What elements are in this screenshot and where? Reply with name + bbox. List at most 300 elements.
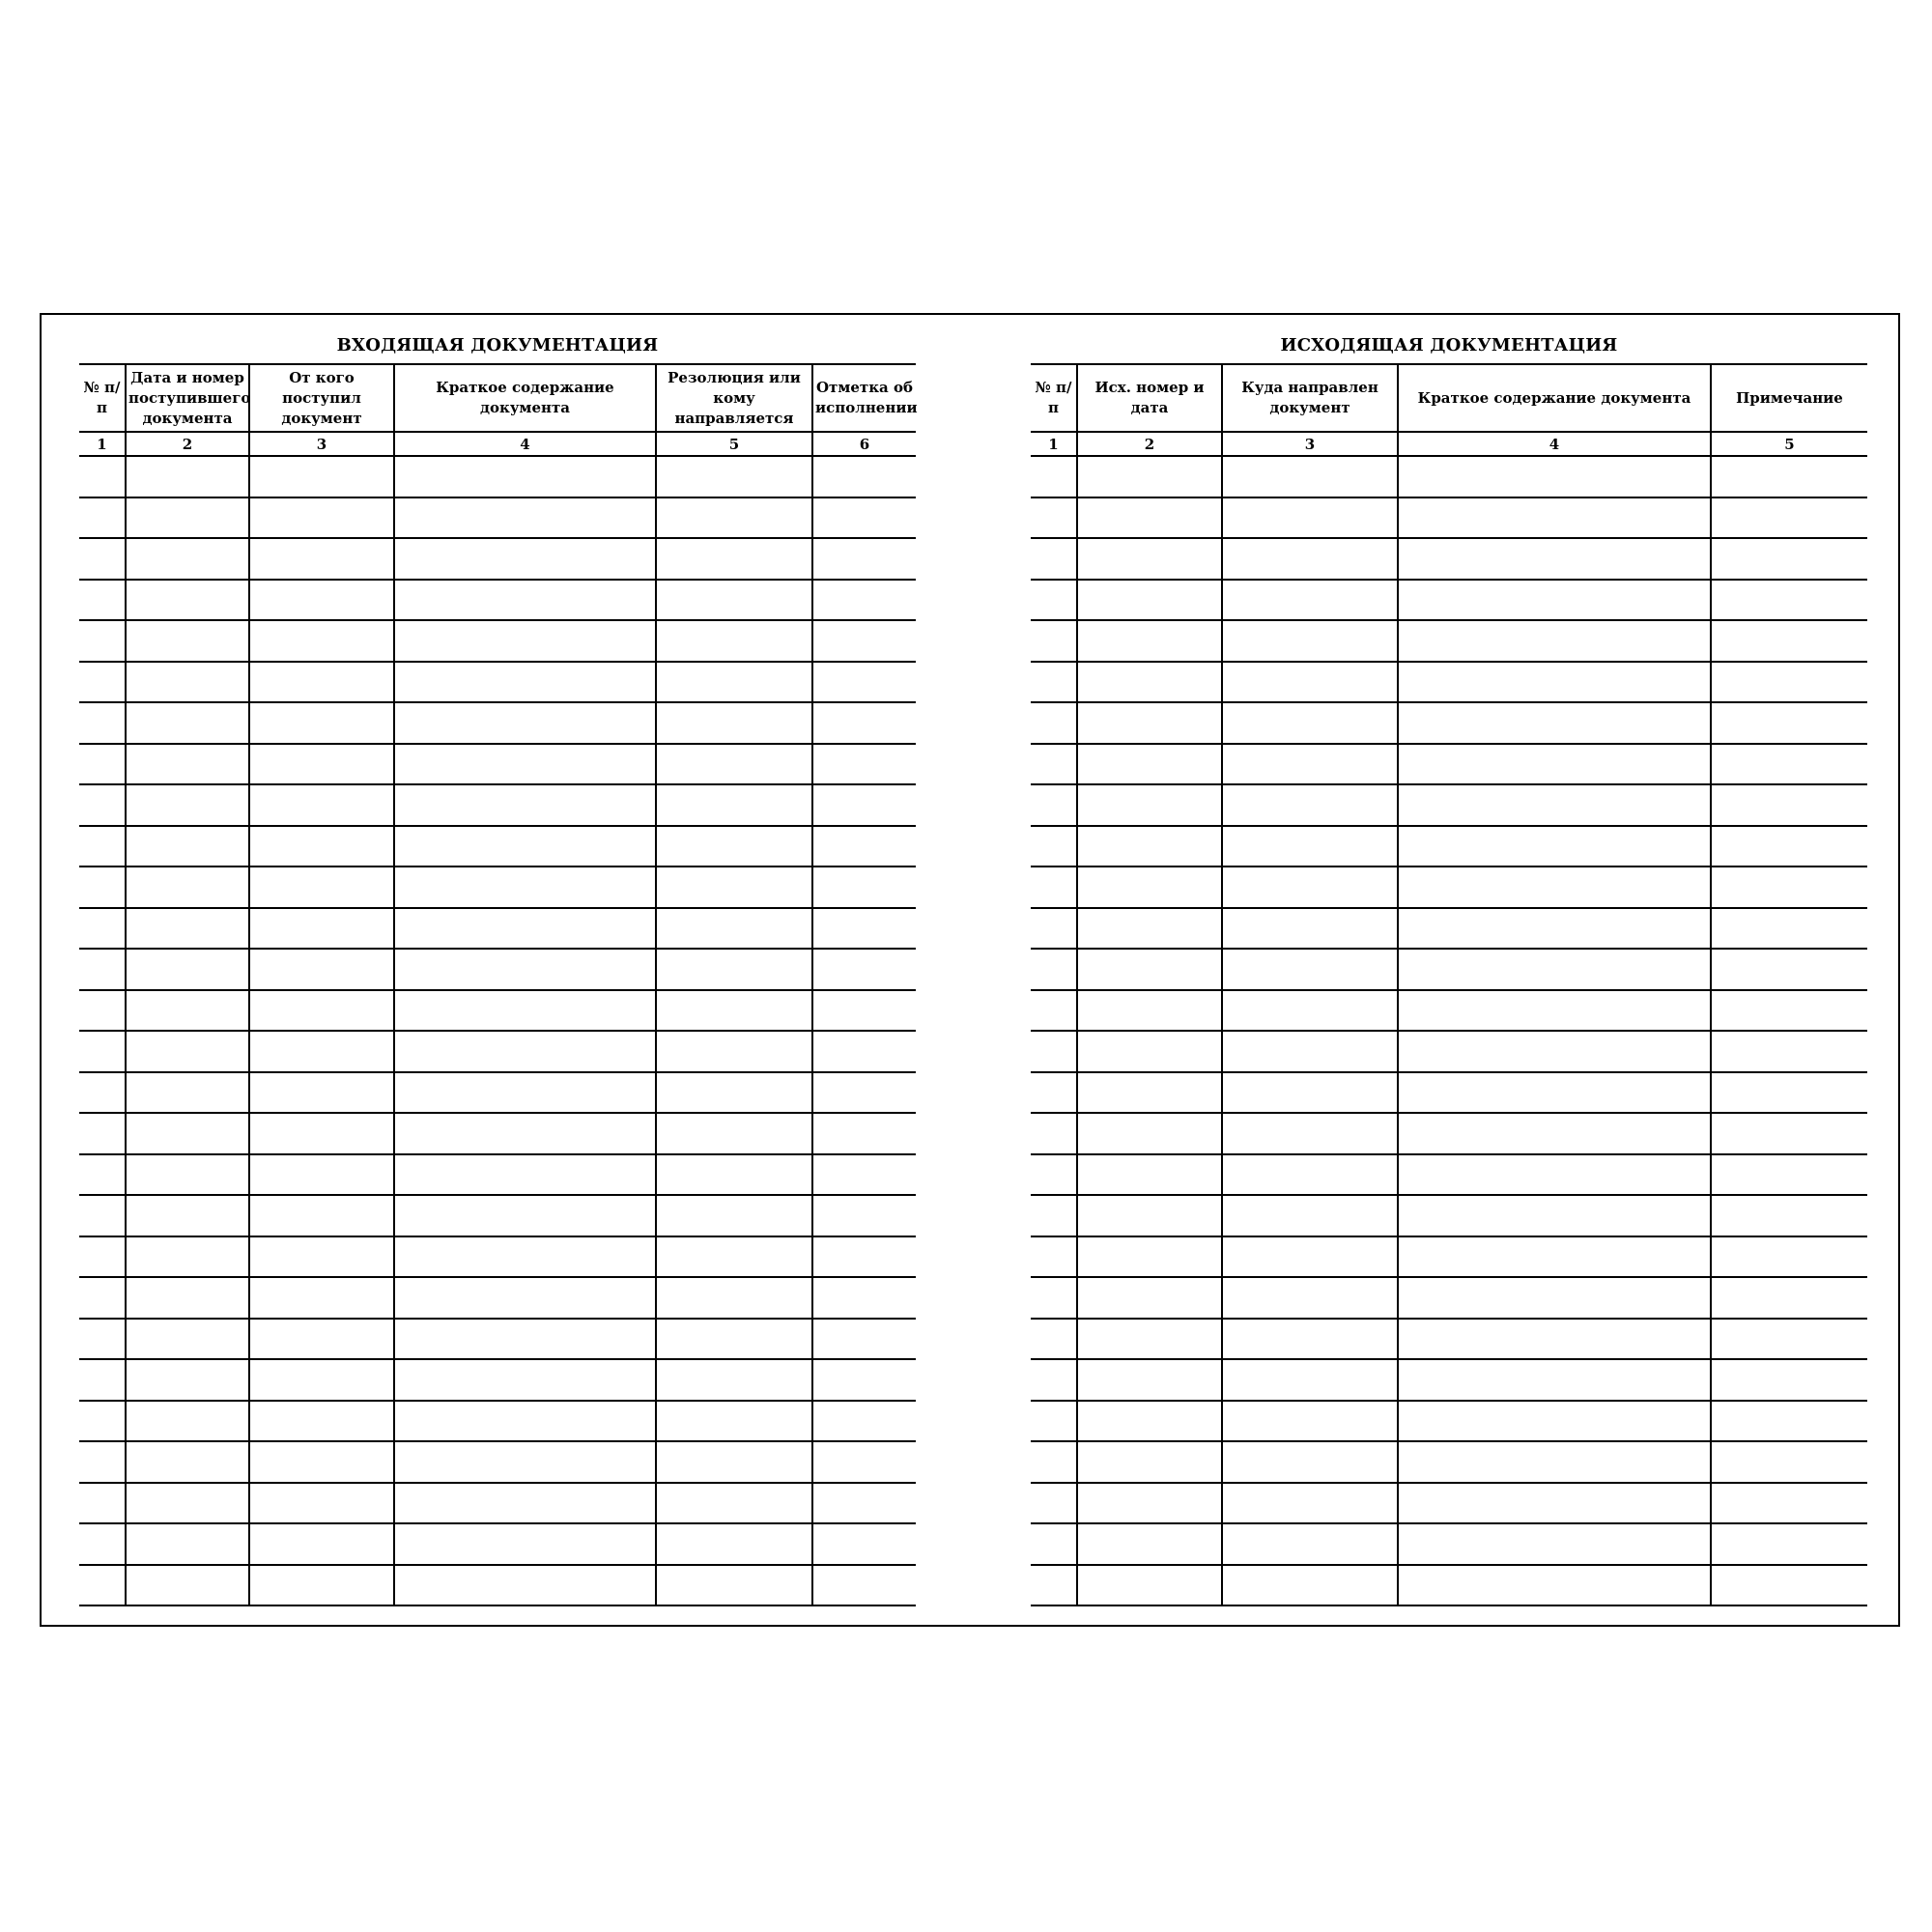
- incoming-table-cell[interactable]: [249, 662, 394, 703]
- outgoing-table-cell[interactable]: [1077, 1401, 1222, 1442]
- outgoing-table-cell[interactable]: [1398, 1031, 1711, 1072]
- outgoing-table-cell[interactable]: [1077, 1154, 1222, 1196]
- incoming-table-cell[interactable]: [812, 784, 916, 826]
- incoming-table-cell[interactable]: [394, 1441, 656, 1483]
- incoming-table-cell[interactable]: [249, 1195, 394, 1236]
- incoming-table-cell[interactable]: [812, 744, 916, 785]
- incoming-table-cell[interactable]: [394, 620, 656, 662]
- incoming-table-cell[interactable]: [656, 1359, 812, 1401]
- incoming-table-cell[interactable]: [249, 1277, 394, 1319]
- incoming-table-cell[interactable]: [249, 497, 394, 539]
- incoming-table-cell[interactable]: [812, 1031, 916, 1072]
- outgoing-table-cell[interactable]: [1222, 538, 1398, 580]
- incoming-table-cell[interactable]: [249, 826, 394, 867]
- incoming-table-cell[interactable]: [394, 1359, 656, 1401]
- incoming-table-cell[interactable]: [656, 949, 812, 990]
- incoming-table-cell[interactable]: [394, 1113, 656, 1154]
- incoming-table-cell[interactable]: [656, 1441, 812, 1483]
- incoming-table-cell[interactable]: [656, 1236, 812, 1278]
- incoming-table-cell[interactable]: [126, 580, 249, 621]
- outgoing-table-cell[interactable]: [1711, 990, 1867, 1032]
- outgoing-table-cell[interactable]: [1077, 1359, 1222, 1401]
- incoming-table-cell[interactable]: [812, 949, 916, 990]
- incoming-table-cell[interactable]: [394, 1277, 656, 1319]
- outgoing-table-cell[interactable]: [1222, 456, 1398, 497]
- incoming-table-cell[interactable]: [656, 456, 812, 497]
- outgoing-table-cell[interactable]: [1711, 1523, 1867, 1565]
- incoming-table-cell[interactable]: [249, 1441, 394, 1483]
- outgoing-table-cell[interactable]: [1031, 826, 1077, 867]
- outgoing-table-cell[interactable]: [1077, 744, 1222, 785]
- incoming-table-cell[interactable]: [126, 1319, 249, 1360]
- incoming-table-cell[interactable]: [656, 1031, 812, 1072]
- outgoing-table-cell[interactable]: [1222, 908, 1398, 950]
- incoming-table-cell[interactable]: [249, 1113, 394, 1154]
- incoming-table-cell[interactable]: [394, 497, 656, 539]
- outgoing-table-cell[interactable]: [1031, 620, 1077, 662]
- incoming-table-cell[interactable]: [249, 456, 394, 497]
- incoming-table-cell[interactable]: [126, 1359, 249, 1401]
- outgoing-table-cell[interactable]: [1398, 949, 1711, 990]
- outgoing-table-cell[interactable]: [1711, 949, 1867, 990]
- incoming-table-cell[interactable]: [394, 1236, 656, 1278]
- incoming-table-cell[interactable]: [249, 1401, 394, 1442]
- incoming-table-cell[interactable]: [79, 908, 126, 950]
- incoming-table-cell[interactable]: [394, 580, 656, 621]
- outgoing-table-cell[interactable]: [1398, 744, 1711, 785]
- incoming-table-cell[interactable]: [79, 1195, 126, 1236]
- outgoing-table-cell[interactable]: [1222, 1523, 1398, 1565]
- outgoing-table-cell[interactable]: [1398, 1441, 1711, 1483]
- incoming-table-cell[interactable]: [812, 1113, 916, 1154]
- outgoing-table-cell[interactable]: [1077, 1072, 1222, 1114]
- incoming-table-cell[interactable]: [79, 990, 126, 1032]
- outgoing-table-cell[interactable]: [1077, 990, 1222, 1032]
- outgoing-table-cell[interactable]: [1711, 702, 1867, 744]
- incoming-table-cell[interactable]: [656, 1319, 812, 1360]
- incoming-table-cell[interactable]: [812, 1483, 916, 1524]
- outgoing-table-cell[interactable]: [1031, 1277, 1077, 1319]
- incoming-table-cell[interactable]: [249, 1483, 394, 1524]
- incoming-table-cell[interactable]: [812, 1195, 916, 1236]
- outgoing-table-cell[interactable]: [1077, 1565, 1222, 1606]
- outgoing-table-cell[interactable]: [1077, 1483, 1222, 1524]
- outgoing-table-cell[interactable]: [1398, 1195, 1711, 1236]
- incoming-table-cell[interactable]: [249, 1565, 394, 1606]
- incoming-table-cell[interactable]: [126, 702, 249, 744]
- incoming-table-cell[interactable]: [812, 662, 916, 703]
- incoming-table-cell[interactable]: [79, 1031, 126, 1072]
- incoming-table-cell[interactable]: [656, 580, 812, 621]
- incoming-table-cell[interactable]: [394, 908, 656, 950]
- incoming-table-cell[interactable]: [394, 456, 656, 497]
- incoming-table-cell[interactable]: [126, 538, 249, 580]
- incoming-table-cell[interactable]: [394, 867, 656, 908]
- incoming-table-cell[interactable]: [656, 1483, 812, 1524]
- incoming-table-cell[interactable]: [126, 1031, 249, 1072]
- incoming-table-cell[interactable]: [656, 826, 812, 867]
- incoming-table-cell[interactable]: [812, 580, 916, 621]
- incoming-table-cell[interactable]: [79, 580, 126, 621]
- outgoing-table-cell[interactable]: [1031, 990, 1077, 1032]
- outgoing-table-cell[interactable]: [1398, 826, 1711, 867]
- outgoing-table-cell[interactable]: [1222, 1154, 1398, 1196]
- outgoing-table-cell[interactable]: [1031, 908, 1077, 950]
- outgoing-table-cell[interactable]: [1222, 1113, 1398, 1154]
- incoming-table-cell[interactable]: [812, 867, 916, 908]
- outgoing-table-cell[interactable]: [1711, 826, 1867, 867]
- incoming-table-cell[interactable]: [249, 1072, 394, 1114]
- incoming-table-cell[interactable]: [126, 497, 249, 539]
- incoming-table-cell[interactable]: [394, 702, 656, 744]
- outgoing-table-cell[interactable]: [1031, 662, 1077, 703]
- incoming-table-cell[interactable]: [656, 1072, 812, 1114]
- outgoing-table-cell[interactable]: [1398, 580, 1711, 621]
- incoming-table-cell[interactable]: [79, 1483, 126, 1524]
- incoming-table-cell[interactable]: [812, 1565, 916, 1606]
- incoming-table-cell[interactable]: [79, 744, 126, 785]
- incoming-table-cell[interactable]: [812, 1441, 916, 1483]
- outgoing-table-cell[interactable]: [1222, 1441, 1398, 1483]
- incoming-table-cell[interactable]: [394, 662, 656, 703]
- outgoing-table-cell[interactable]: [1031, 1113, 1077, 1154]
- incoming-table-cell[interactable]: [126, 662, 249, 703]
- outgoing-table-cell[interactable]: [1398, 456, 1711, 497]
- incoming-table-cell[interactable]: [249, 990, 394, 1032]
- outgoing-table-cell[interactable]: [1398, 497, 1711, 539]
- incoming-table-cell[interactable]: [812, 990, 916, 1032]
- incoming-table-cell[interactable]: [126, 1523, 249, 1565]
- outgoing-table-cell[interactable]: [1031, 497, 1077, 539]
- incoming-table-cell[interactable]: [394, 990, 656, 1032]
- incoming-table-cell[interactable]: [812, 1523, 916, 1565]
- outgoing-table-cell[interactable]: [1222, 990, 1398, 1032]
- outgoing-table-cell[interactable]: [1031, 1154, 1077, 1196]
- incoming-table-cell[interactable]: [79, 1319, 126, 1360]
- outgoing-table-cell[interactable]: [1031, 1195, 1077, 1236]
- incoming-table-cell[interactable]: [249, 1359, 394, 1401]
- incoming-table-cell[interactable]: [656, 1565, 812, 1606]
- outgoing-table-cell[interactable]: [1711, 908, 1867, 950]
- incoming-table-cell[interactable]: [656, 538, 812, 580]
- outgoing-table-cell[interactable]: [1222, 580, 1398, 621]
- outgoing-table-cell[interactable]: [1077, 826, 1222, 867]
- incoming-table-cell[interactable]: [394, 949, 656, 990]
- outgoing-table-cell[interactable]: [1222, 1277, 1398, 1319]
- incoming-table-cell[interactable]: [812, 826, 916, 867]
- outgoing-table-cell[interactable]: [1222, 1031, 1398, 1072]
- incoming-table-cell[interactable]: [79, 538, 126, 580]
- outgoing-table-cell[interactable]: [1077, 497, 1222, 539]
- outgoing-table-cell[interactable]: [1711, 744, 1867, 785]
- outgoing-table-cell[interactable]: [1398, 620, 1711, 662]
- incoming-table-cell[interactable]: [126, 620, 249, 662]
- incoming-table-cell[interactable]: [394, 784, 656, 826]
- outgoing-table-cell[interactable]: [1711, 497, 1867, 539]
- incoming-table-cell[interactable]: [394, 826, 656, 867]
- incoming-table-cell[interactable]: [249, 784, 394, 826]
- incoming-table-cell[interactable]: [249, 702, 394, 744]
- outgoing-table-cell[interactable]: [1222, 620, 1398, 662]
- incoming-table-cell[interactable]: [79, 1565, 126, 1606]
- outgoing-table-cell[interactable]: [1031, 1441, 1077, 1483]
- incoming-table-cell[interactable]: [79, 1236, 126, 1278]
- outgoing-table-cell[interactable]: [1711, 456, 1867, 497]
- incoming-table-cell[interactable]: [656, 497, 812, 539]
- incoming-table-cell[interactable]: [79, 826, 126, 867]
- incoming-table-cell[interactable]: [126, 1195, 249, 1236]
- outgoing-table-cell[interactable]: [1398, 1359, 1711, 1401]
- outgoing-table-cell[interactable]: [1222, 744, 1398, 785]
- outgoing-table-cell[interactable]: [1222, 1236, 1398, 1278]
- outgoing-table-cell[interactable]: [1711, 1154, 1867, 1196]
- outgoing-table-cell[interactable]: [1031, 538, 1077, 580]
- outgoing-table-cell[interactable]: [1222, 1319, 1398, 1360]
- outgoing-table-cell[interactable]: [1398, 867, 1711, 908]
- outgoing-table-cell[interactable]: [1077, 908, 1222, 950]
- incoming-table-cell[interactable]: [79, 867, 126, 908]
- incoming-table-cell[interactable]: [656, 1401, 812, 1442]
- outgoing-table-cell[interactable]: [1077, 702, 1222, 744]
- outgoing-table-cell[interactable]: [1077, 1277, 1222, 1319]
- incoming-table-cell[interactable]: [249, 1236, 394, 1278]
- outgoing-table-cell[interactable]: [1711, 620, 1867, 662]
- incoming-table-cell[interactable]: [656, 990, 812, 1032]
- incoming-table-cell[interactable]: [394, 1154, 656, 1196]
- incoming-table-cell[interactable]: [79, 1523, 126, 1565]
- outgoing-table-cell[interactable]: [1077, 580, 1222, 621]
- outgoing-table-cell[interactable]: [1398, 990, 1711, 1032]
- outgoing-table-cell[interactable]: [1398, 1319, 1711, 1360]
- outgoing-table-cell[interactable]: [1031, 784, 1077, 826]
- incoming-table-cell[interactable]: [812, 1236, 916, 1278]
- incoming-table-cell[interactable]: [79, 1401, 126, 1442]
- incoming-table-cell[interactable]: [126, 1565, 249, 1606]
- incoming-table-cell[interactable]: [394, 744, 656, 785]
- incoming-table-cell[interactable]: [79, 702, 126, 744]
- outgoing-table-cell[interactable]: [1077, 867, 1222, 908]
- incoming-table-cell[interactable]: [79, 1113, 126, 1154]
- incoming-table-cell[interactable]: [126, 1154, 249, 1196]
- incoming-table-cell[interactable]: [656, 867, 812, 908]
- incoming-table-cell[interactable]: [79, 1359, 126, 1401]
- incoming-table-cell[interactable]: [126, 1401, 249, 1442]
- outgoing-table-cell[interactable]: [1711, 1401, 1867, 1442]
- outgoing-table-cell[interactable]: [1398, 538, 1711, 580]
- incoming-table-cell[interactable]: [656, 1154, 812, 1196]
- incoming-table-cell[interactable]: [812, 1154, 916, 1196]
- incoming-table-cell[interactable]: [79, 1072, 126, 1114]
- incoming-table-cell[interactable]: [249, 580, 394, 621]
- incoming-table-cell[interactable]: [394, 1565, 656, 1606]
- outgoing-table-cell[interactable]: [1031, 949, 1077, 990]
- outgoing-table-cell[interactable]: [1711, 662, 1867, 703]
- incoming-table-cell[interactable]: [79, 1154, 126, 1196]
- outgoing-table-cell[interactable]: [1031, 702, 1077, 744]
- incoming-table-cell[interactable]: [394, 1031, 656, 1072]
- outgoing-table-cell[interactable]: [1398, 908, 1711, 950]
- outgoing-table-cell[interactable]: [1711, 1113, 1867, 1154]
- incoming-table-cell[interactable]: [126, 826, 249, 867]
- outgoing-table-cell[interactable]: [1711, 1236, 1867, 1278]
- outgoing-table-cell[interactable]: [1398, 1277, 1711, 1319]
- incoming-table-cell[interactable]: [126, 784, 249, 826]
- outgoing-table-cell[interactable]: [1711, 1195, 1867, 1236]
- outgoing-table-cell[interactable]: [1222, 949, 1398, 990]
- incoming-table-cell[interactable]: [812, 1319, 916, 1360]
- incoming-table-cell[interactable]: [249, 620, 394, 662]
- outgoing-table-cell[interactable]: [1711, 1565, 1867, 1606]
- outgoing-table-cell[interactable]: [1711, 1483, 1867, 1524]
- incoming-table-cell[interactable]: [656, 702, 812, 744]
- outgoing-table-cell[interactable]: [1077, 662, 1222, 703]
- outgoing-table-cell[interactable]: [1398, 1113, 1711, 1154]
- outgoing-table-cell[interactable]: [1222, 1565, 1398, 1606]
- incoming-table-cell[interactable]: [812, 702, 916, 744]
- outgoing-table-cell[interactable]: [1398, 1236, 1711, 1278]
- incoming-table-cell[interactable]: [812, 1072, 916, 1114]
- outgoing-table-cell[interactable]: [1398, 1072, 1711, 1114]
- outgoing-table-cell[interactable]: [1077, 949, 1222, 990]
- incoming-table-cell[interactable]: [249, 1319, 394, 1360]
- outgoing-table-cell[interactable]: [1031, 580, 1077, 621]
- outgoing-table-cell[interactable]: [1398, 1483, 1711, 1524]
- outgoing-table-cell[interactable]: [1077, 456, 1222, 497]
- incoming-table-cell[interactable]: [79, 949, 126, 990]
- incoming-table-cell[interactable]: [126, 1236, 249, 1278]
- incoming-table-cell[interactable]: [812, 620, 916, 662]
- incoming-table-cell[interactable]: [126, 867, 249, 908]
- incoming-table-cell[interactable]: [656, 620, 812, 662]
- incoming-table-cell[interactable]: [812, 497, 916, 539]
- incoming-table-cell[interactable]: [79, 497, 126, 539]
- incoming-table-cell[interactable]: [249, 1523, 394, 1565]
- outgoing-table-cell[interactable]: [1077, 1319, 1222, 1360]
- incoming-table-cell[interactable]: [656, 662, 812, 703]
- incoming-table-cell[interactable]: [812, 538, 916, 580]
- outgoing-table-cell[interactable]: [1222, 826, 1398, 867]
- outgoing-table-cell[interactable]: [1711, 784, 1867, 826]
- outgoing-table-cell[interactable]: [1711, 1277, 1867, 1319]
- outgoing-table-cell[interactable]: [1031, 1359, 1077, 1401]
- outgoing-table-cell[interactable]: [1077, 1441, 1222, 1483]
- incoming-table-cell[interactable]: [656, 908, 812, 950]
- outgoing-table-cell[interactable]: [1711, 1359, 1867, 1401]
- outgoing-table-cell[interactable]: [1711, 867, 1867, 908]
- incoming-table-cell[interactable]: [812, 456, 916, 497]
- outgoing-table-cell[interactable]: [1398, 702, 1711, 744]
- incoming-table-cell[interactable]: [126, 744, 249, 785]
- incoming-table-cell[interactable]: [249, 1031, 394, 1072]
- incoming-table-cell[interactable]: [79, 662, 126, 703]
- outgoing-table-cell[interactable]: [1222, 702, 1398, 744]
- outgoing-table-cell[interactable]: [1031, 1319, 1077, 1360]
- outgoing-table-cell[interactable]: [1711, 580, 1867, 621]
- outgoing-table-cell[interactable]: [1222, 662, 1398, 703]
- outgoing-table-cell[interactable]: [1398, 784, 1711, 826]
- outgoing-table-cell[interactable]: [1031, 1031, 1077, 1072]
- outgoing-table-cell[interactable]: [1077, 1113, 1222, 1154]
- outgoing-table-cell[interactable]: [1031, 1072, 1077, 1114]
- incoming-table-cell[interactable]: [126, 908, 249, 950]
- incoming-table-cell[interactable]: [394, 1523, 656, 1565]
- incoming-table-cell[interactable]: [249, 908, 394, 950]
- incoming-table-cell[interactable]: [394, 1195, 656, 1236]
- outgoing-table-cell[interactable]: [1077, 620, 1222, 662]
- incoming-table-cell[interactable]: [656, 1113, 812, 1154]
- incoming-table-cell[interactable]: [394, 1072, 656, 1114]
- outgoing-table-cell[interactable]: [1077, 538, 1222, 580]
- outgoing-table-cell[interactable]: [1222, 1401, 1398, 1442]
- incoming-table-cell[interactable]: [79, 784, 126, 826]
- incoming-table-cell[interactable]: [249, 867, 394, 908]
- incoming-table-cell[interactable]: [812, 908, 916, 950]
- incoming-table-cell[interactable]: [79, 1277, 126, 1319]
- outgoing-table-cell[interactable]: [1222, 497, 1398, 539]
- outgoing-table-cell[interactable]: [1222, 1483, 1398, 1524]
- outgoing-table-cell[interactable]: [1222, 1195, 1398, 1236]
- outgoing-table-cell[interactable]: [1222, 784, 1398, 826]
- outgoing-table-cell[interactable]: [1398, 1565, 1711, 1606]
- incoming-table-cell[interactable]: [126, 1277, 249, 1319]
- incoming-table-cell[interactable]: [812, 1401, 916, 1442]
- incoming-table-cell[interactable]: [79, 456, 126, 497]
- outgoing-table-cell[interactable]: [1031, 1236, 1077, 1278]
- incoming-table-cell[interactable]: [812, 1277, 916, 1319]
- incoming-table-cell[interactable]: [656, 1277, 812, 1319]
- incoming-table-cell[interactable]: [656, 784, 812, 826]
- outgoing-table-cell[interactable]: [1711, 1319, 1867, 1360]
- outgoing-table-cell[interactable]: [1077, 1523, 1222, 1565]
- incoming-table-cell[interactable]: [126, 1072, 249, 1114]
- outgoing-table-cell[interactable]: [1711, 538, 1867, 580]
- incoming-table-cell[interactable]: [656, 1195, 812, 1236]
- outgoing-table-cell[interactable]: [1398, 662, 1711, 703]
- outgoing-table-cell[interactable]: [1031, 1483, 1077, 1524]
- outgoing-table-cell[interactable]: [1711, 1031, 1867, 1072]
- outgoing-table-cell[interactable]: [1222, 1072, 1398, 1114]
- outgoing-table-cell[interactable]: [1077, 1195, 1222, 1236]
- incoming-table-cell[interactable]: [812, 1359, 916, 1401]
- outgoing-table-cell[interactable]: [1077, 784, 1222, 826]
- outgoing-table-cell[interactable]: [1031, 1401, 1077, 1442]
- incoming-table-cell[interactable]: [249, 744, 394, 785]
- outgoing-table-cell[interactable]: [1398, 1401, 1711, 1442]
- outgoing-table-cell[interactable]: [1222, 1359, 1398, 1401]
- incoming-table-cell[interactable]: [79, 620, 126, 662]
- incoming-table-cell[interactable]: [126, 1483, 249, 1524]
- outgoing-table-cell[interactable]: [1031, 1565, 1077, 1606]
- outgoing-table-cell[interactable]: [1031, 1523, 1077, 1565]
- incoming-table-cell[interactable]: [394, 1401, 656, 1442]
- incoming-table-cell[interactable]: [79, 1441, 126, 1483]
- incoming-table-cell[interactable]: [126, 1113, 249, 1154]
- outgoing-table-cell[interactable]: [1031, 456, 1077, 497]
- outgoing-table-cell[interactable]: [1031, 867, 1077, 908]
- incoming-table-cell[interactable]: [126, 456, 249, 497]
- outgoing-table-cell[interactable]: [1077, 1031, 1222, 1072]
- incoming-table-cell[interactable]: [126, 949, 249, 990]
- outgoing-table-cell[interactable]: [1222, 867, 1398, 908]
- outgoing-table-cell[interactable]: [1398, 1154, 1711, 1196]
- outgoing-table-cell[interactable]: [1077, 1236, 1222, 1278]
- incoming-table-cell[interactable]: [656, 1523, 812, 1565]
- incoming-table-cell[interactable]: [394, 538, 656, 580]
- incoming-table-cell[interactable]: [249, 538, 394, 580]
- incoming-table-cell[interactable]: [249, 949, 394, 990]
- incoming-table-cell[interactable]: [126, 1441, 249, 1483]
- outgoing-table-cell[interactable]: [1031, 744, 1077, 785]
